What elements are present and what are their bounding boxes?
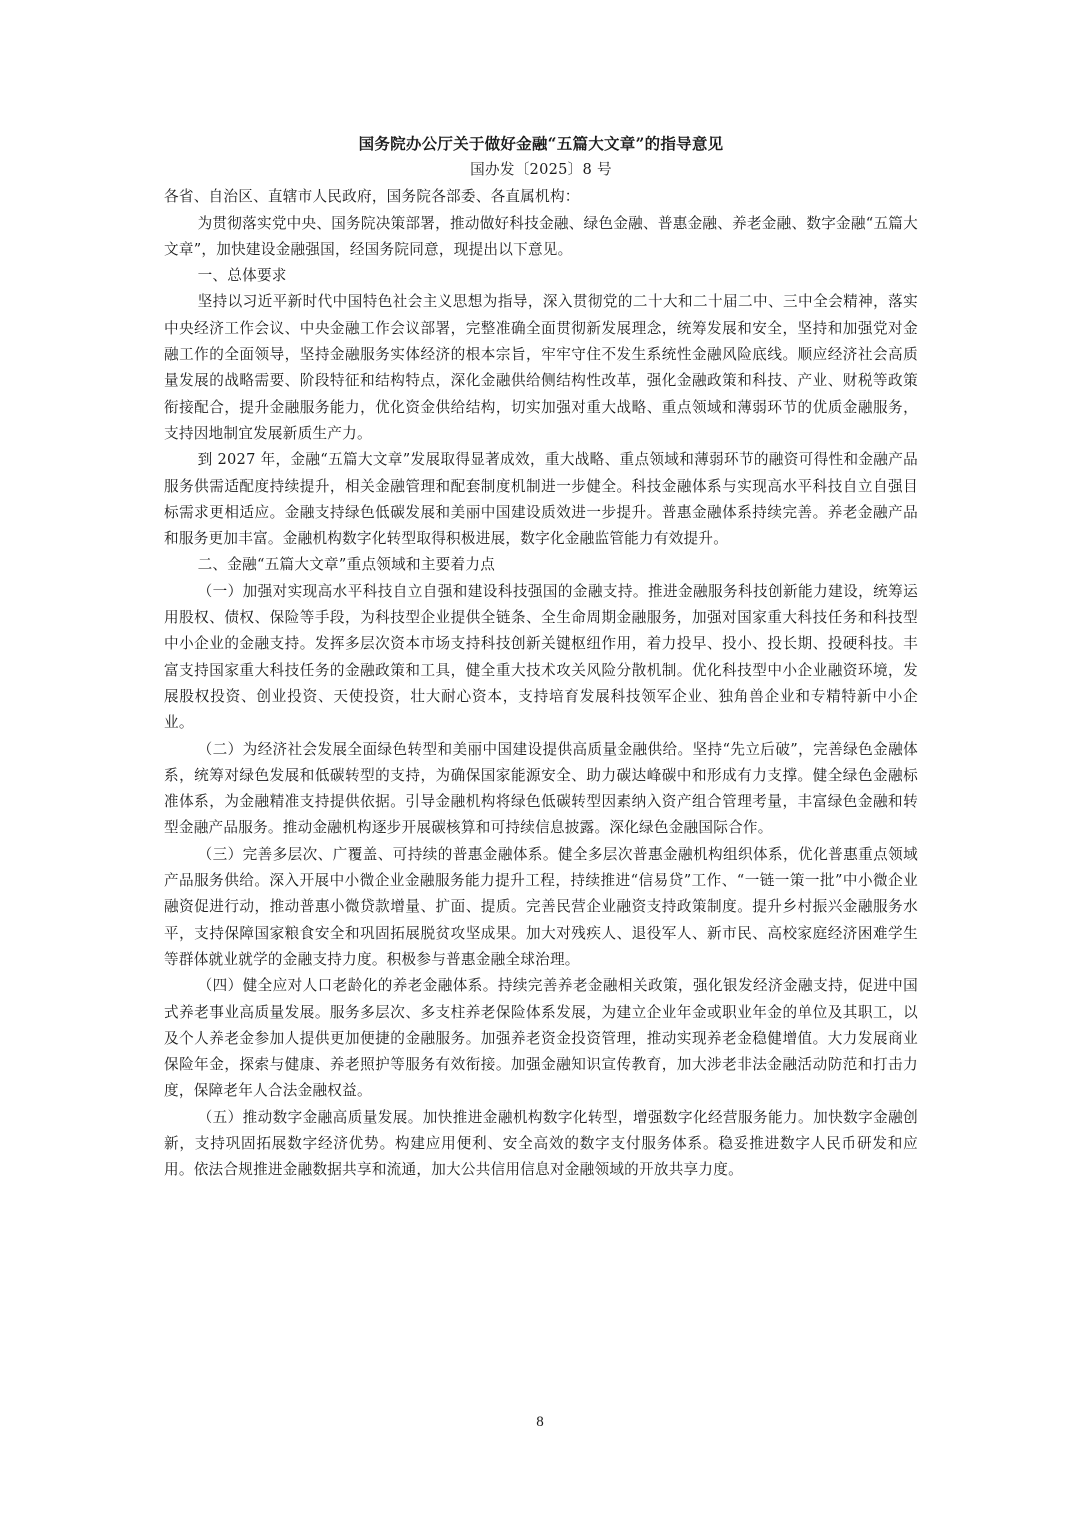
paragraph-guiding-principles: 坚持以习近平新时代中国特色社会主义思想为指导，深入贯彻党的二十大和二十届二中、三中全会精神，落实中央经济工作会议、中央金融工作会议部署，完整准确全面贯彻新发展理念，统筹发展和安全，坚持和加强党对金融工作的全面领导，坚持金融服务实体经济的根本宗旨，牢牢守住不发生系统性金融风险底线。顺应经济社会高质量发展的战略需要、阶段特征和结构特点，深化金融供给侧结构性改革，强化金融政策和科技、产业、财税等政策衔接配合，提升金融服务能力，优化资金供给结构，切实加强对重大战略、重点领域和薄弱环节的优质金融服务，支持因地制宜发展新质生产力。 [164,293,918,442]
paragraph-digital-finance: （五）推动数字金融高质量发展。加快推进金融机构数字化转型，增强数字化经营服务能力。加快数字金融创新，支持巩固拓展数字经济优势。构建应用便利、安全高效的数字支付服务体系。稳妥推进数字人民币研发和应用。依法合规推进金融数据共享和流通，加大公共信用信息对金融领域的开放共享力度。 [164,1108,918,1179]
document-number: 国办发〔2025〕8 号 [470,161,612,178]
paragraph-intro: 为贯彻落实党中央、国务院决策部署，推动做好科技金融、绿色金融、普惠金融、养老金融、数字金融“五篇大文章”，加快建设金融强国，经国务院同意，现提出以下意见。 [164,214,918,258]
document-body [164,131,918,1184]
paragraph-2027-goals: 到 2027 年，金融“五篇大文章”发展取得显著成效，重大战略、重点领域和薄弱环节的融资可得性和金融产品服务供需适配度持续提升，相关金融管理和配套制度机制进一步健全。科技金融体系与实现高水平科技自立自强目标需求更相适应。金融支持绿色低碳发展和美丽中国建设质效进一步提升。普惠金融体系持续完善。养老金融产品和服务更加丰富。金融机构数字化转型取得积极进展，数字化金融监管能力有效提升。 [164,451,918,548]
section-heading-2: 二、金融“五篇大文章”重点领域和主要着力点 [197,556,496,574]
page-number: 8 [536,1414,544,1430]
paragraph-tech-finance: （一）加强对实现高水平科技自立自强和建设科技强国的金融支持。推进金融服务科技创新能力建设，统筹运用股权、债权、保险等手段，为科技型企业提供全链条、全生命周期金融服务，加强对国家重大科技任务和科技型中小企业的金融支持。发挥多层次资本市场支持科技创新关键枢纽作用，着力投早、投小、投长期、投硬科技。丰富支持国家重大科技任务的金融政策和工具，健全重大技术攻关风险分散机制。优化科技型中小企业融资环境，发展股权投资、创业投资、天使投资，壮大耐心资本，支持培育发展科技领军企业、独角兽企业和专精特新中小企业。 [164,582,918,732]
document-title: 国务院办公厅关于做好金融“五篇大文章”的指导意见 [358,134,724,153]
paragraph-inclusive-finance: （三）完善多层次、广覆盖、可持续的普惠金融体系。健全多层次普惠金融机构组织体系，优化普惠重点领域产品服务供给。深入开展中小微企业金融服务能力提升工程，持续推进“信易贷”工作、“一链一策一批”中小微企业融资促进行动，推动普惠小微贷款增量、扩面、提质。完善民营企业融资支持政策制度。提升乡村振兴金融服务水平，支持保障国家粮食安全和巩固拓展脱贫攻坚成果。加大对残疾人、退役军人、新市民、高校家庭经济困难学生等群体就业就学的金融支持力度。积极参与普惠金融全球治理。 [164,845,918,968]
addressee: 各省、自治区、直辖市人民政府，国务院各部委、各直属机构： [164,188,580,206]
section-heading-1: 一、总体要求 [197,267,287,285]
paragraph-pension-finance: （四）健全应对人口老龄化的养老金融体系。持续完善养老金融相关政策，强化银发经济金融支持，促进中国式养老事业高质量发展。服务多层次、多支柱养老保险体系发展，为建立企业年金或职业年金的单位及其职工，以及个人养老金参加人提供更加便捷的金融服务。加强养老资金投资管理，推动实现养老金稳健增值。大力发展商业保险年金，探索与健康、养老照护等服务有效衔接。加强金融知识宣传教育，加大涉老非法金融活动防范和打击力度，保障老年人合法金融权益。 [164,977,918,1100]
paragraph-green-finance: （二）为经济社会发展全面绿色转型和美丽中国建设提供高质量金融供给。坚持“先立后破”，完善绿色金融体系，统筹对绿色发展和低碳转型的支持，为确保国家能源安全、助力碳达峰碳中和形成有力支撑。健全绿色金融标准体系，为金融精准支持提供依据。引导金融机构将绿色低碳转型因素纳入资产组合管理考量，丰富绿色金融和转型金融产品服务。推动金融机构逐步开展碳核算和可持续信息披露。深化绿色金融国际合作。 [164,740,918,837]
